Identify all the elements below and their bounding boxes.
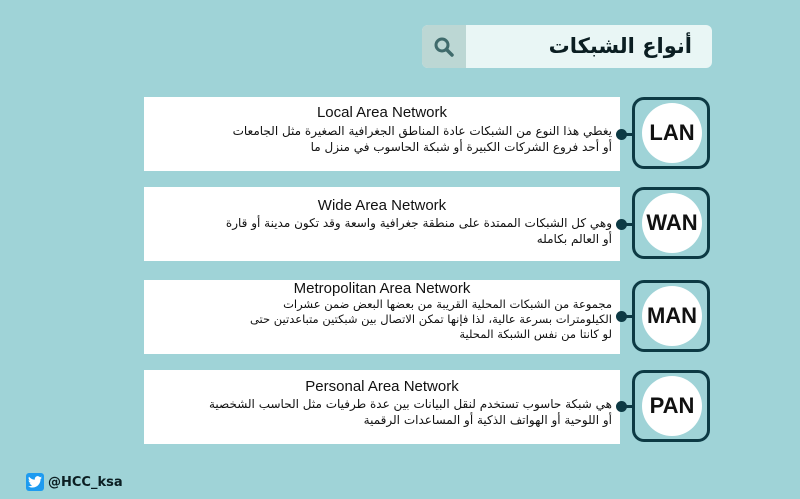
badge-label: PAN: [642, 376, 702, 436]
twitter-handle[interactable]: @HCC_ksa: [48, 474, 123, 490]
card-title: Personal Area Network: [305, 378, 459, 395]
badge-lan: [632, 97, 710, 169]
badge-wan: [632, 187, 710, 259]
desc-line: هي شبكة حاسوب تستخدم لنقل البيانات بين عدة طرفيات مثل الحاسب الشخصية: [208, 397, 612, 411]
desc-line: لو كانتا من نفس الشبكة المحلية: [459, 327, 612, 341]
network-card-lan: [144, 97, 620, 171]
desc-line: أو اللوحية أو الهواتف الذكية أو المساعدات الرقمية: [363, 413, 612, 427]
badge-label: LAN: [642, 103, 702, 163]
search-icon: [433, 36, 455, 58]
card-description: [150, 215, 612, 247]
card-description: [150, 297, 612, 342]
twitter-icon[interactable]: [26, 473, 44, 491]
card-title: Local Area Network: [316, 104, 448, 121]
desc-line: الكيلومترات بسرعة عالية، لذا فإنها تمكن الاتصال بين شبكتين متباعدتين حتى: [249, 312, 612, 326]
desc-line: يغطي هذا النوع من الشبكات عادة المناطق الجغرافية الصغيرة مثل الجامعات: [232, 124, 612, 138]
card-title: Metropolitan Area Network: [293, 280, 471, 297]
network-card-wan: [144, 187, 620, 261]
footer: [26, 473, 123, 491]
page-title: أنواع الشبكات: [548, 34, 692, 58]
card-title: Wide Area Network: [317, 197, 447, 214]
badge-pan: [632, 370, 710, 442]
desc-line: أو العالم بكامله: [536, 232, 612, 246]
card-description: [150, 123, 612, 155]
desc-line: مجموعة من الشبكات المحلية القريبة من بعضها البعض ضمن عشرات: [283, 297, 612, 311]
desc-line: وهي كل الشبكات الممتدة على منطقة جغرافية واسعة وقد تكون مدينة أو قارة: [225, 216, 612, 230]
card-description: [150, 396, 612, 428]
badge-label: WAN: [642, 193, 702, 253]
network-card-pan: [144, 370, 620, 444]
header-bar: [422, 25, 712, 68]
desc-line: أو أحد فروع الشركات الكبيرة أو شبكة الحاسوب في منزل ما: [310, 140, 612, 154]
network-card-man: [144, 280, 620, 354]
search-button[interactable]: [422, 25, 466, 68]
badge-man: [632, 280, 710, 352]
badge-label: MAN: [642, 286, 702, 346]
